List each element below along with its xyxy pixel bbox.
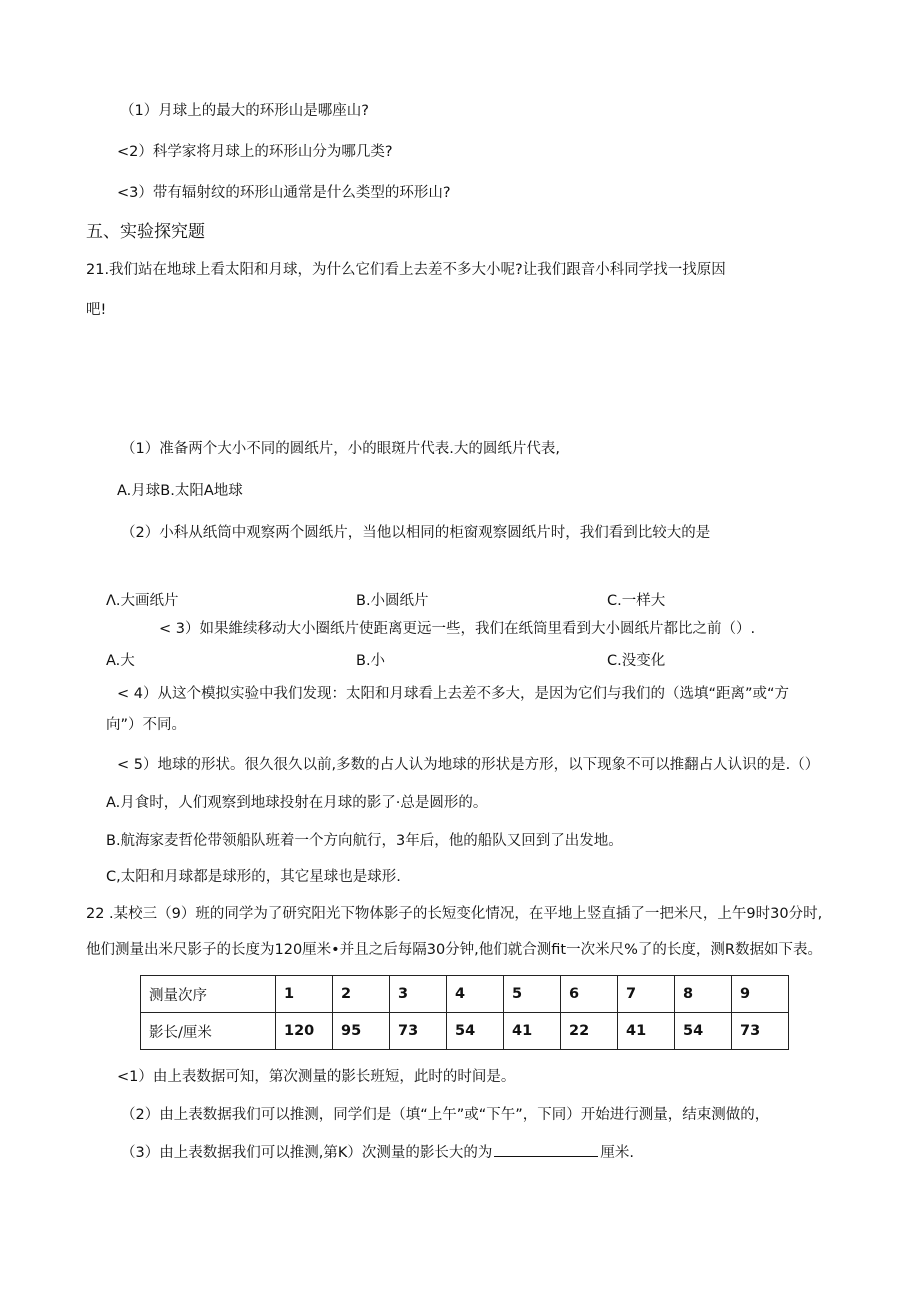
shadow-length-table: [140, 975, 789, 1050]
question-21-4: < 4）从这个模拟实验中我们发现：太阳和月球看上去差不多大，是因为它们与我们的（选填“距离”或“方: [117, 686, 790, 702]
question-20-2: <2）科学家将月球上的环形山分为哪几类?: [117, 144, 393, 160]
table-cell: 5: [504, 976, 561, 1013]
table-cell: 8: [675, 976, 732, 1013]
question-22-2: （2）由上表数据我们可以推测，同学们是（填“上午”或“下午”，下同）开始进行测量，结束测做的，: [121, 1107, 770, 1123]
question-22-stem-cont: 他们测量出米尺影子的长度为120厘米•并且之后每隔30分钟,他们就合测fit一次米尺%了的长度，测R数据如下表。: [86, 942, 822, 958]
table-header-order: 测量次序: [141, 976, 276, 1013]
question-21-3-option-c: C.没变化: [607, 653, 666, 669]
table-cell: 2: [333, 976, 390, 1013]
table-cell: 54: [447, 1013, 504, 1050]
table-cell: 4: [447, 976, 504, 1013]
question-21-4-cont: 向”）不同。: [106, 717, 187, 733]
table-cell: 22: [561, 1013, 618, 1050]
section-heading-experiment: 五、实验探究题: [86, 222, 205, 242]
table-cell: 73: [390, 1013, 447, 1050]
table-cell: 1: [276, 976, 333, 1013]
table-row-length: [141, 1013, 789, 1050]
question-21-1-options: A.月球B.太阳A地球: [117, 483, 243, 499]
question-21-2: （2）小科从纸筒中观察两个圆纸片，当他以相同的柜窗观察圆纸片时，我们看到比较大的是: [121, 525, 711, 541]
question-20-3: <3）带有辐射纹的环形山通常是什么类型的环形山?: [117, 185, 451, 201]
question-21-stem: 21.我们站在地球上看太阳和月球，为什么它们看上去差不多大小呢?让我们跟音小科同学找一找原因: [86, 262, 726, 278]
question-21-5-option-a: A.月食时，人们观察到地球投射在月球的影了·总是圆形的。: [106, 795, 488, 811]
question-21-3-option-b: B.小: [356, 653, 386, 669]
question-20-1: （1）月球上的最大的环形山是哪座山?: [120, 103, 369, 119]
question-21-1: （1）准备两个大小不同的圆纸片，小的眼斑片代表.大的圆纸片代表,: [121, 441, 560, 457]
question-21-2-option-c: C.一样大: [607, 593, 666, 609]
table-cell: 41: [618, 1013, 675, 1050]
table-cell: 54: [675, 1013, 732, 1050]
table-cell: 41: [504, 1013, 561, 1050]
question-21-5-option-b: B.航海家麦哲伦带领船队班着一个方向航行，3年后，他的船队又回到了出发地。: [106, 833, 623, 849]
table-cell: 95: [333, 1013, 390, 1050]
question-21-2-option-a: Λ.大画纸片: [106, 593, 179, 609]
table-row-order: [141, 976, 789, 1013]
table-cell: 73: [732, 1013, 789, 1050]
answer-blank[interactable]: [494, 1142, 598, 1157]
question-22-3-text: （3）由上表数据我们可以推测,第K）次测量的影长大的为: [121, 1145, 493, 1161]
question-21-3: < 3）如果維续移动大小圈纸片使距离更远一些，我们在纸筒里看到大小圆纸片都比之前（）.: [159, 621, 756, 637]
question-22-3-unit: 厘米.: [600, 1145, 634, 1161]
question-22-stem: 22 .某校三（9）班的同学为了研究阳光下物体影子的长短变化情况，在平地上竖直插了一把米尺，上午9时30分时,: [86, 906, 823, 922]
table-cell: 7: [618, 976, 675, 1013]
table-cell: 120: [276, 1013, 333, 1050]
question-21-5-option-c: C,太阳和月球都是球形的，其它星球也是球形.: [106, 869, 401, 885]
table-cell: 6: [561, 976, 618, 1013]
table-cell: 9: [732, 976, 789, 1013]
question-21-stem-cont: 吧!: [86, 302, 107, 318]
question-22-1: <1）由上表数据可知，第次测量的影长班短，此时的时间是。: [117, 1069, 516, 1085]
question-22-3: [121, 1142, 634, 1163]
table-cell: 3: [390, 976, 447, 1013]
question-21-3-option-a: A.大: [106, 653, 135, 669]
question-21-5: < 5）地球的形状。很久很久以前,多数的占人认为地球的形状是方形，以下现象不可以推翻占人认识的是.（）: [117, 757, 820, 773]
question-21-2-option-b: B.小圆纸片: [356, 593, 429, 609]
table-header-length: 影长/厘米: [141, 1013, 276, 1050]
